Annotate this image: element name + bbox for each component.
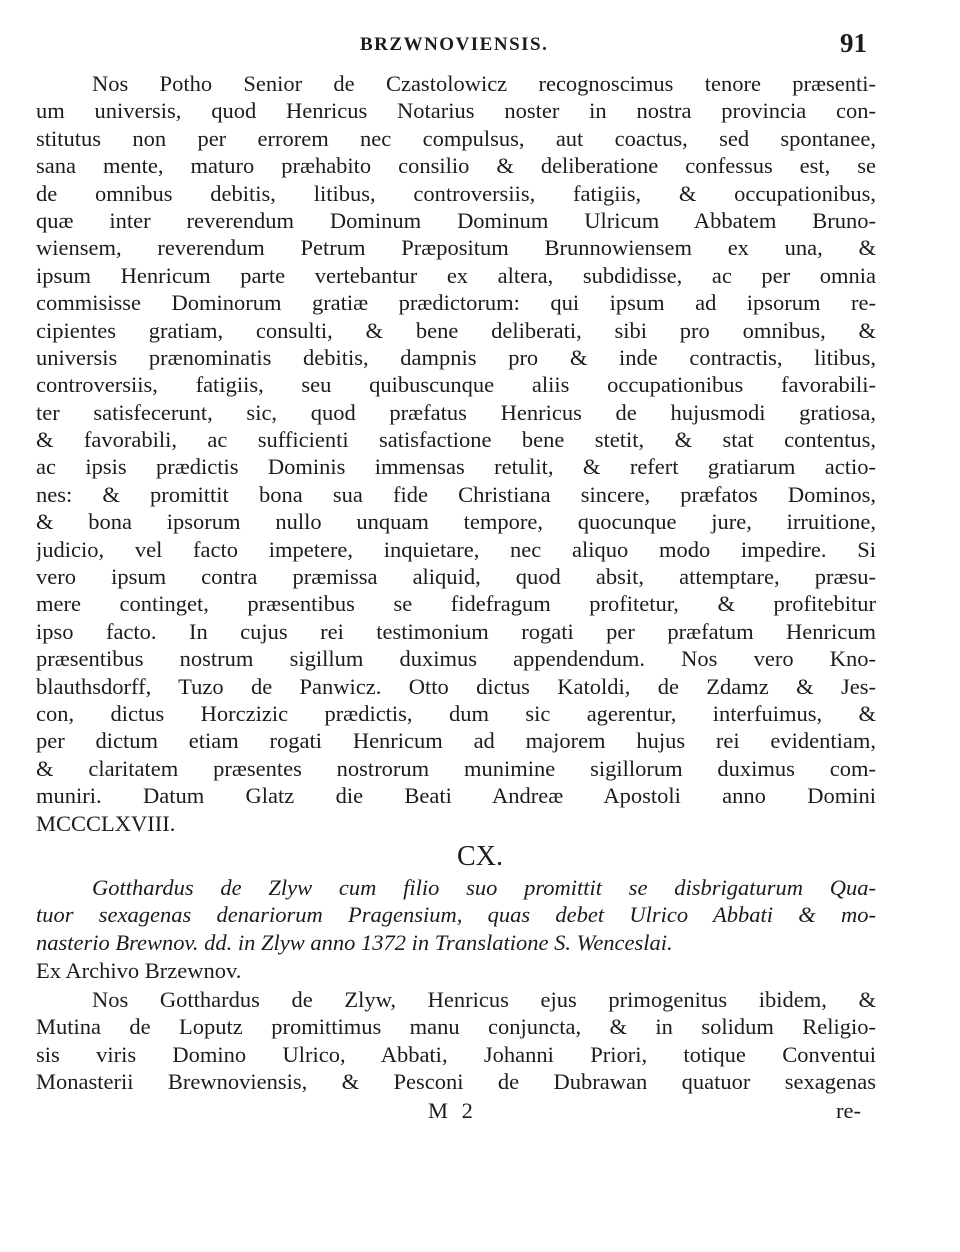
charter-regest — [36, 874, 876, 956]
signature-mark: M 2 — [428, 1098, 477, 1123]
text-line: ipso facto. In cujus rei testimonium rogati per præfatum Henricum — [36, 618, 876, 644]
text-line: & claritatem præsentes nostrorum munimine sigillorum duximus com- — [36, 755, 876, 781]
text-line: ipsum Henricum parte vertebantur ex altera, subdidisse, ac per omnia — [36, 262, 876, 288]
catchword: re- — [836, 1098, 861, 1123]
charter-number: CX. — [457, 841, 503, 872]
text-line: Monasterii Brewnoviensis, & Pesconi de Dubrawan quatuor sexagenas — [36, 1069, 876, 1095]
text-line: controversiis, fatigiis, seu quibuscunque aliis occupationibus favorabili- — [36, 372, 876, 398]
text-line: wiensem, reverendum Petrum Præpositum Brunnowiensem ex una, & — [36, 235, 876, 261]
page-number: 91 — [840, 28, 867, 58]
text-line: & favorabili, ac sufficienti satisfactione bene stetit, & stat contentus, — [36, 427, 876, 453]
text-line: per dictum etiam rogati Henricum ad majorem hujus rei evidentiam, — [36, 728, 876, 754]
regest-line: tuor sexagenas denariorum Pragensium, quas debet Ulrico Abbati & mo- — [36, 902, 876, 928]
text-line: vero ipsum contra præmissa aliquid, quod absit, attemptare, præsu- — [36, 564, 876, 590]
regest-line: nasterio Brewnov. dd. in Zlyw anno 1372 in Translatione S. Wenceslai. — [36, 929, 673, 955]
running-title: BRZWNOVIENSIS. — [360, 34, 549, 55]
text-line: mere continget, præsentibus se fidefragum profitetur, & profitebitur — [36, 591, 876, 617]
text-line: Nos Potho Senior de Czastolowicz recognoscimus tenore præsenti- — [92, 71, 876, 96]
text-line: quæ inter reverendum Dominum Dominum Ulricum Abbatem Bruno- — [36, 207, 876, 233]
text-line: ter satisfecerunt, sic, quod præfatus Henricus de hujusmodi gratiosa, — [36, 399, 876, 425]
text-line: Mutina de Loputz promittimus manu conjuncta, & in solidum Religio- — [36, 1014, 876, 1040]
text-line: um universis, quod Henricus Notarius noster in nostra provincia con- — [36, 98, 876, 124]
text-line: ac ipsis prædictis Dominis immensas retulit, & refert gratiarum actio- — [36, 454, 876, 480]
regest-line: Gotthardus de Zlyw cum filio suo promittit se disbrigaturum Qua- — [92, 875, 876, 900]
text-line: sana mente, maturo præhabito consilio & deliberatione confessus est, se — [36, 153, 876, 179]
archive-source: Ex Archivo Brzewnov. — [36, 958, 242, 983]
text-line: sis viris Domino Ulrico, Abbati, Johanni Priori, totique Conventui — [36, 1041, 876, 1067]
text-line: cipientes gratiam, consulti, & bene deliberati, sibi pro omnibus, & — [36, 317, 876, 343]
text-line: judicio, vel facto impetere, inquietare, nec aliquo modo impedire. Si — [36, 536, 876, 562]
text-line: MCCCLXVIII. — [36, 810, 176, 836]
charter-text-paragraph — [36, 70, 876, 837]
text-line: stitutus non per errorem nec compulsus, aut coactus, sed spontanee, — [36, 125, 876, 151]
running-head — [0, 28, 960, 64]
text-line: commisisse Dominorum gratiæ prædictorum: qui ipsum ad ipsorum re- — [36, 290, 876, 316]
text-line: nes: & promittit bona sua fide Christiana sincere, præfatos Dominos, — [36, 481, 876, 507]
text-line: blauthsdorff, Tuzo de Panwicz. Otto dictus Katoldi, de Zdamz & Jes- — [36, 673, 876, 699]
text-line: præsentibus nostrum sigillum duximus appendendum. Nos vero Kno- — [36, 646, 876, 672]
text-line: & bona ipsorum nullo unquam tempore, quocunque jure, irruitione, — [36, 509, 876, 535]
text-line: universis prænominatis debitis, dampnis pro & inde contractis, litibus, — [36, 344, 876, 370]
text-line: con, dictus Horczizic prædictis, dum sic agerentur, interfuimus, & — [36, 700, 876, 726]
charter-text-paragraph-2 — [36, 986, 876, 1096]
text-line: Nos Gotthardus de Zlyw, Henricus ejus primogenitus ibidem, & — [92, 987, 876, 1012]
text-line: de omnibus debitis, litibus, controversiis, fatigiis, & occupationibus, — [36, 180, 876, 206]
text-line: muniri. Datum Glatz die Beati Andreæ Apostoli anno Domini — [36, 783, 876, 809]
